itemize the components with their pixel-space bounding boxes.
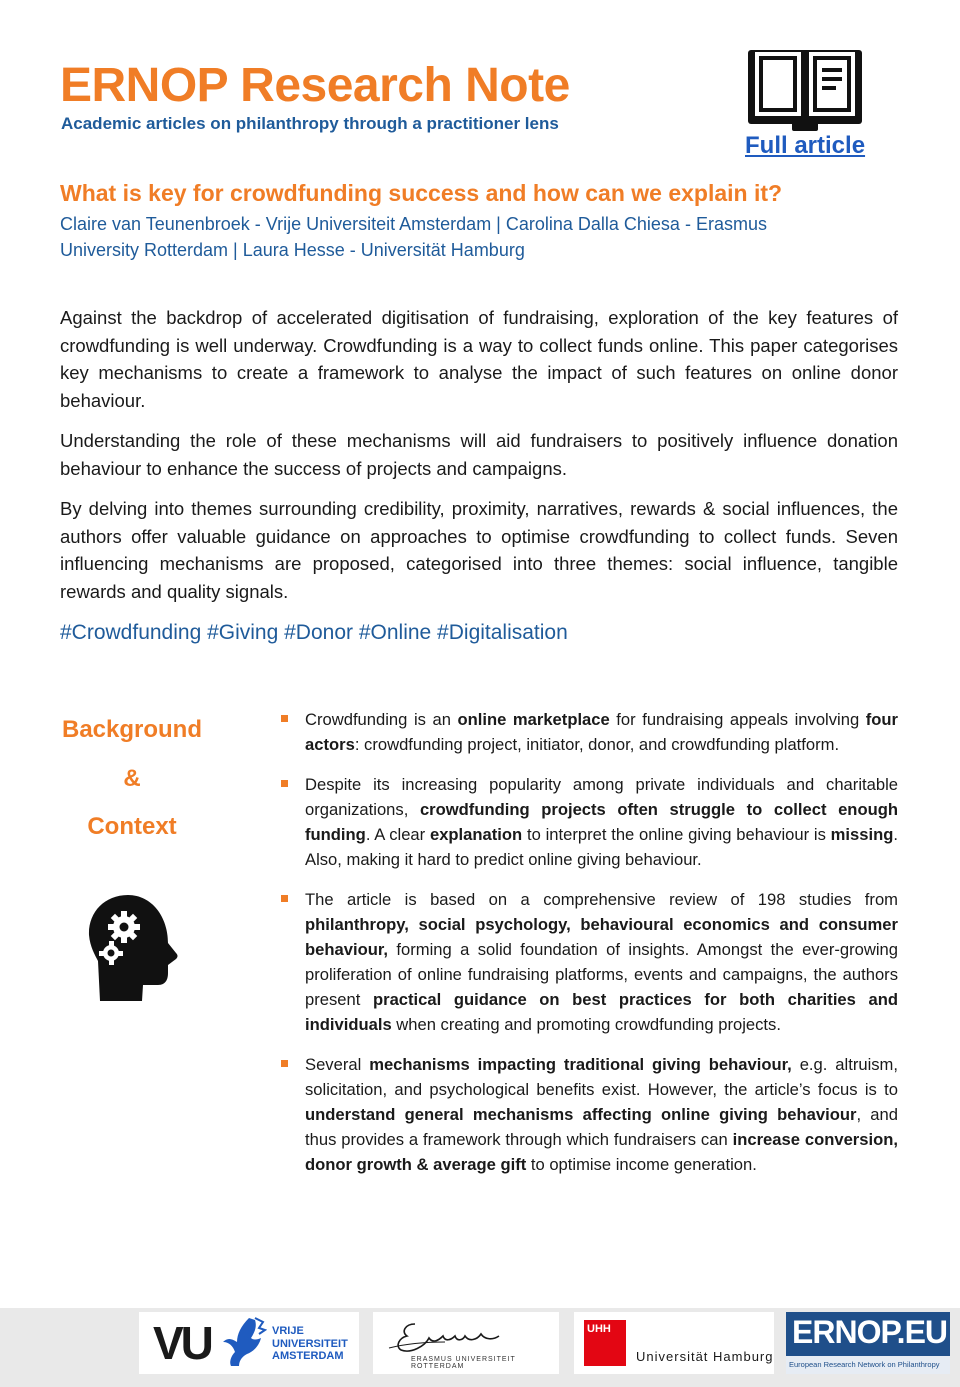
- bullet-run: to optimise income generation.: [526, 1155, 757, 1174]
- vu-mark: VU: [153, 1317, 211, 1369]
- bullet-run: , and thus provides a framework through which fundraisers can: [305, 1105, 898, 1149]
- intro-paragraph-1: Against the backdrop of accelerated digitisation of fundraising, exploration of the key features of crowdfunding is well underway. Crowdfunding is a way to collect funds online. This paper categorises key mechanisms to create a framework to analyse the impact of such features on online donor behaviour.: [60, 307, 898, 411]
- bullet-emphasis: mechanisms impacting traditional giving behaviour,: [369, 1055, 792, 1074]
- hashtags: #Crowdfunding #Giving #Donor #Online #Digitalisation: [60, 621, 568, 644]
- intro-paragraph-3: By delving into themes surrounding credibility, proximity, narratives, rewards & social influences, the authors offer valuable guidance on approaches to optimise crowdfunding to collect funds. Seven influencing mechanisms are proposed, categorised into three themes: social influence, tangible rewards and quality signals.: [60, 498, 898, 602]
- section-heading: [40, 706, 224, 852]
- bullet-text: [305, 775, 898, 869]
- bullet-run: forming a solid foundation of insights. Amongst the ever-growing proliferation of online fundraising platforms, events and campaigns, the authors present: [305, 940, 898, 1009]
- list-item: [280, 887, 898, 1037]
- bullet-emphasis: four actors: [305, 710, 898, 754]
- erasmus-wordmark: ERASMUS UNIVERSITEIT ROTTERDAM: [411, 1356, 516, 1370]
- authors-line-1: Claire van Teunenbroek - Vrije Universiteit Amsterdam | Carolina Dalla Chiesa - Erasmus: [60, 214, 767, 234]
- ernop-tagline: European Research Network on Philanthropy: [789, 1360, 940, 1369]
- erasmus-logo: [373, 1312, 559, 1374]
- vu-line-1: VRIJE: [272, 1325, 304, 1337]
- bullet-emphasis: philanthropy, social psychology, behavioural economics and consumer behaviour,: [305, 915, 898, 959]
- bullet-square-icon: [281, 895, 288, 902]
- list-item: [280, 707, 898, 757]
- griffin-icon: [219, 1316, 267, 1368]
- intro-paragraph-2: Understanding the role of these mechanisms will aid fundraisers to positively influence donation behaviour to enhance the success of projects and campaigns.: [60, 430, 898, 479]
- page-title: ERNOP Research Note: [60, 59, 570, 112]
- bullet-emphasis: missing: [830, 825, 894, 844]
- open-book-icon: [746, 46, 864, 134]
- bullet-emphasis: online marketplace: [457, 710, 610, 729]
- list-item: [280, 772, 898, 872]
- bullet-emphasis: understand general mechanisms affecting online giving behaviour: [305, 1105, 857, 1124]
- uhh-logo: [574, 1312, 774, 1374]
- bullet-emphasis: practical guidance on best practices for both charities and individuals: [305, 990, 898, 1034]
- uhh-emblem: [584, 1320, 626, 1366]
- vu-wordmark: [272, 1325, 348, 1363]
- bullet-emphasis: explanation: [429, 825, 523, 844]
- vu-line-3: AMSTERDAM: [272, 1350, 344, 1362]
- section-heading-line-2: &: [123, 764, 141, 792]
- bullet-run: to interpret the online giving behaviour is: [522, 825, 831, 844]
- bullet-run: . Also, making it hard to predict online giving behaviour.: [305, 825, 898, 869]
- ernop-logo: [786, 1312, 950, 1374]
- head-gears-icon: [86, 893, 180, 1003]
- article-authors: [60, 211, 860, 263]
- ernop-tagline-bar: [786, 1356, 950, 1374]
- list-item: [280, 1052, 898, 1177]
- bullet-run: Crowdfunding is an: [305, 710, 458, 729]
- bullet-run: Despite its increasing popularity among private individuals and charitable organizations,: [305, 775, 898, 819]
- section-heading-line-3: Context: [87, 813, 177, 840]
- bullet-emphasis: crowdfunding projects often struggle to collect enough funding: [305, 800, 898, 844]
- uhh-wordmark: Universität Hamburg: [636, 1349, 774, 1364]
- bullet-run: e.g. altruism, solicitation, and psychological benefits exist. However, the article’s focus is to: [305, 1055, 898, 1099]
- bullet-run: . A clear: [365, 825, 430, 844]
- ernop-banner: [786, 1312, 950, 1356]
- vu-line-2: UNIVERSITEIT: [272, 1337, 348, 1350]
- ernop-wordmark: ERNOP.EU: [792, 1314, 948, 1350]
- authors-line-2: University Rotterdam | Laura Hesse - Universität Hamburg: [60, 240, 525, 260]
- bullet-run: Several: [305, 1055, 370, 1074]
- bullet-text: [305, 710, 898, 754]
- bullet-text: [305, 890, 898, 1034]
- erasmus-signature-icon: [385, 1318, 505, 1358]
- bullet-square-icon: [281, 715, 288, 722]
- context-bullet-list: [280, 707, 898, 1192]
- vu-logo: [139, 1312, 359, 1374]
- full-article-link[interactable]: Full article: [745, 132, 866, 159]
- bullet-square-icon: [281, 1060, 288, 1067]
- uhh-mark: UHH: [587, 1323, 611, 1335]
- article-question: What is key for crowdfunding success and how can we explain it?: [60, 180, 783, 206]
- bullet-square-icon: [281, 780, 288, 787]
- bullet-run: when creating and promoting crowdfunding projects.: [391, 1015, 781, 1034]
- bullet-text: [305, 1055, 898, 1174]
- bullet-emphasis: increase conversion, donor growth & average gift: [305, 1130, 898, 1174]
- bullet-run: The article is based on a comprehensive review of 198 studies from: [305, 890, 898, 909]
- intro-section: [60, 304, 898, 618]
- bullet-run: : crowdfunding project, initiator, donor, and crowdfunding platform.: [354, 735, 840, 754]
- section-heading-line-1: Background: [61, 716, 202, 743]
- page-subtitle: Academic articles on philanthropy through a practitioner lens: [61, 114, 559, 133]
- bullet-run: for fundraising appeals involving: [609, 710, 866, 729]
